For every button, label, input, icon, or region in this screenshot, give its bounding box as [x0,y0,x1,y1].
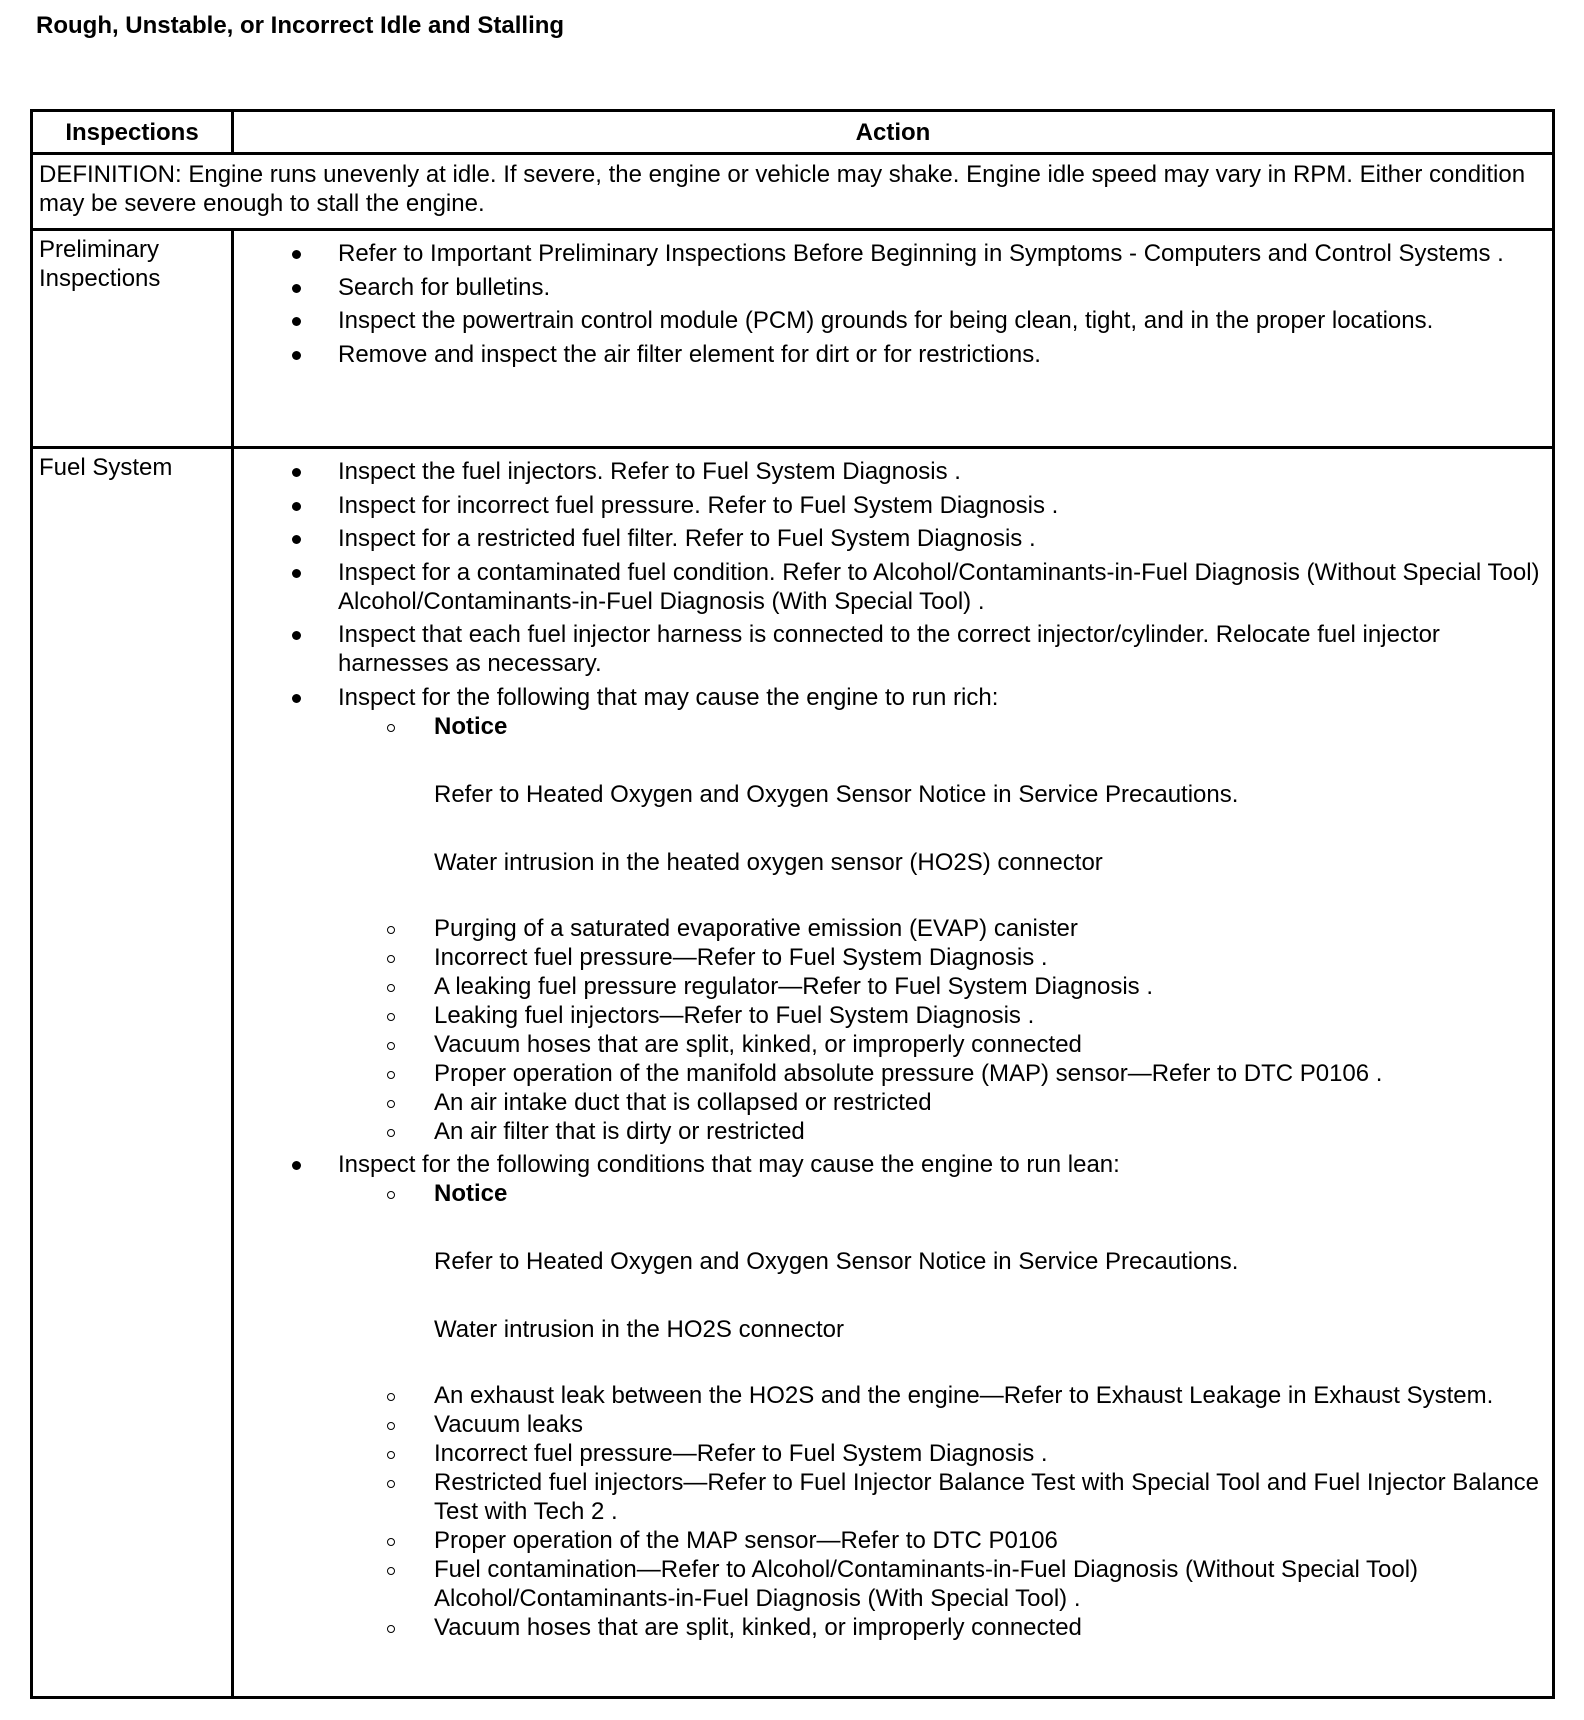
run-lean-item [234,1150,1544,1642]
fuel-system-actions [233,448,1554,1698]
run-rich-intro: Inspect for the following that may cause the engine to run rich: [338,683,999,711]
fuel-system-list [234,457,1544,1642]
sub-list-item: An air filter that is dirty or restricted [334,1117,1544,1146]
list-item: Inspect for a restricted fuel filter. Refer to Fuel System Diagnosis . [234,524,1544,553]
notice-item [334,1179,1544,1381]
diagnostic-table [30,109,1555,1699]
sub-list-item: Vacuum hoses that are split, kinked, or improperly connected [334,1613,1544,1642]
sub-list-item: Vacuum hoses that are split, kinked, or improperly connected [334,1030,1544,1059]
list-item: Refer to Important Preliminary Inspections Before Beginning in Symptoms - Computers and Control Systems . [234,239,1544,268]
list-item: Inspect that each fuel injector harness is connected to the correct injector/cylinder. Relocate fuel injector harnesses as necessary. [234,620,1544,678]
table-row-preliminary [32,230,1554,448]
list-item: Inspect for a contaminated fuel condition. Refer to Alcohol/Contaminants-in-Fuel Diagnosis (Without Special Tool) Alcohol/Contaminants-in-Fuel Diagnosis (With Special Tool) . [234,558,1544,616]
sub-list-item: Proper operation of the MAP sensor—Refer to DTC P0106 [334,1526,1544,1555]
run-rich-item [234,683,1544,1146]
run-lean-sublist [338,1179,1544,1642]
sub-list-item: An exhaust leak between the HO2S and the engine—Refer to Exhaust Leakage in Exhaust System. [334,1381,1544,1410]
sub-list-item: Fuel contamination—Refer to Alcohol/Contaminants-in-Fuel Diagnosis (Without Special Tool) Alcohol/Contaminants-in-Fuel Diagnosis (With Special Tool) . [334,1555,1544,1613]
page-title: Rough, Unstable, or Incorrect Idle and Stalling [36,12,565,39]
sub-list-item: A leaking fuel pressure regulator—Refer to Fuel System Diagnosis . [334,972,1544,1001]
sub-list-item: Restricted fuel injectors—Refer to Fuel Injector Balance Test with Special Tool and Fuel Injector Balance Test with Tech 2 . [334,1468,1544,1526]
table-row-fuel-system [32,448,1554,1698]
notice-title: Notice [434,1180,508,1207]
preliminary-inspections-label: Preliminary Inspections [32,230,233,448]
run-rich-sublist [338,712,1544,1146]
notice-condition: Water intrusion in the heated oxygen sensor (HO2S) connector [434,848,1103,876]
notice-condition: Water intrusion in the HO2S connector [434,1316,844,1343]
notice-title: Notice [434,712,508,740]
sub-list-item: Vacuum leaks [334,1410,1544,1439]
definition-text: DEFINITION: Engine runs unevenly at idle. If severe, the engine or vehicle may shake. Engine idle speed may vary in RPM. Either condition may be severe enough to stall the engine. [32,154,1554,230]
definition-row [32,154,1554,230]
sub-list-item: An air intake duct that is collapsed or restricted [334,1088,1544,1117]
header-row [32,111,1554,154]
notice-item [334,712,1544,914]
sub-list-item: Purging of a saturated evaporative emission (EVAP) canister [334,914,1544,943]
notice-text: Refer to Heated Oxygen and Oxygen Sensor Notice in Service Precautions. [434,780,1239,808]
list-item: Remove and inspect the air filter element for dirt or for restrictions. [234,340,1544,369]
sub-list-item: Leaking fuel injectors—Refer to Fuel System Diagnosis . [334,1001,1544,1030]
action-header: Action [233,111,1554,154]
sub-list-item: Incorrect fuel pressure—Refer to Fuel System Diagnosis . [334,943,1544,972]
list-item: Search for bulletins. [234,273,1544,302]
notice-text: Refer to Heated Oxygen and Oxygen Sensor Notice in Service Precautions. [434,1248,1239,1275]
preliminary-actions [233,230,1554,448]
sub-list-item: Incorrect fuel pressure—Refer to Fuel System Diagnosis . [334,1439,1544,1468]
list-item: Inspect the powertrain control module (PCM) grounds for being clean, tight, and in the proper locations. [234,306,1544,335]
fuel-system-label: Fuel System [32,448,233,1698]
preliminary-list [234,239,1544,369]
list-item: Inspect for incorrect fuel pressure. Refer to Fuel System Diagnosis . [234,491,1544,520]
inspections-header: Inspections [32,111,233,154]
run-lean-intro: Inspect for the following conditions that may cause the engine to run lean: [338,1151,1120,1178]
list-item: Inspect the fuel injectors. Refer to Fuel System Diagnosis . [234,457,1544,486]
sub-list-item: Proper operation of the manifold absolute pressure (MAP) sensor—Refer to DTC P0106 . [334,1059,1544,1088]
